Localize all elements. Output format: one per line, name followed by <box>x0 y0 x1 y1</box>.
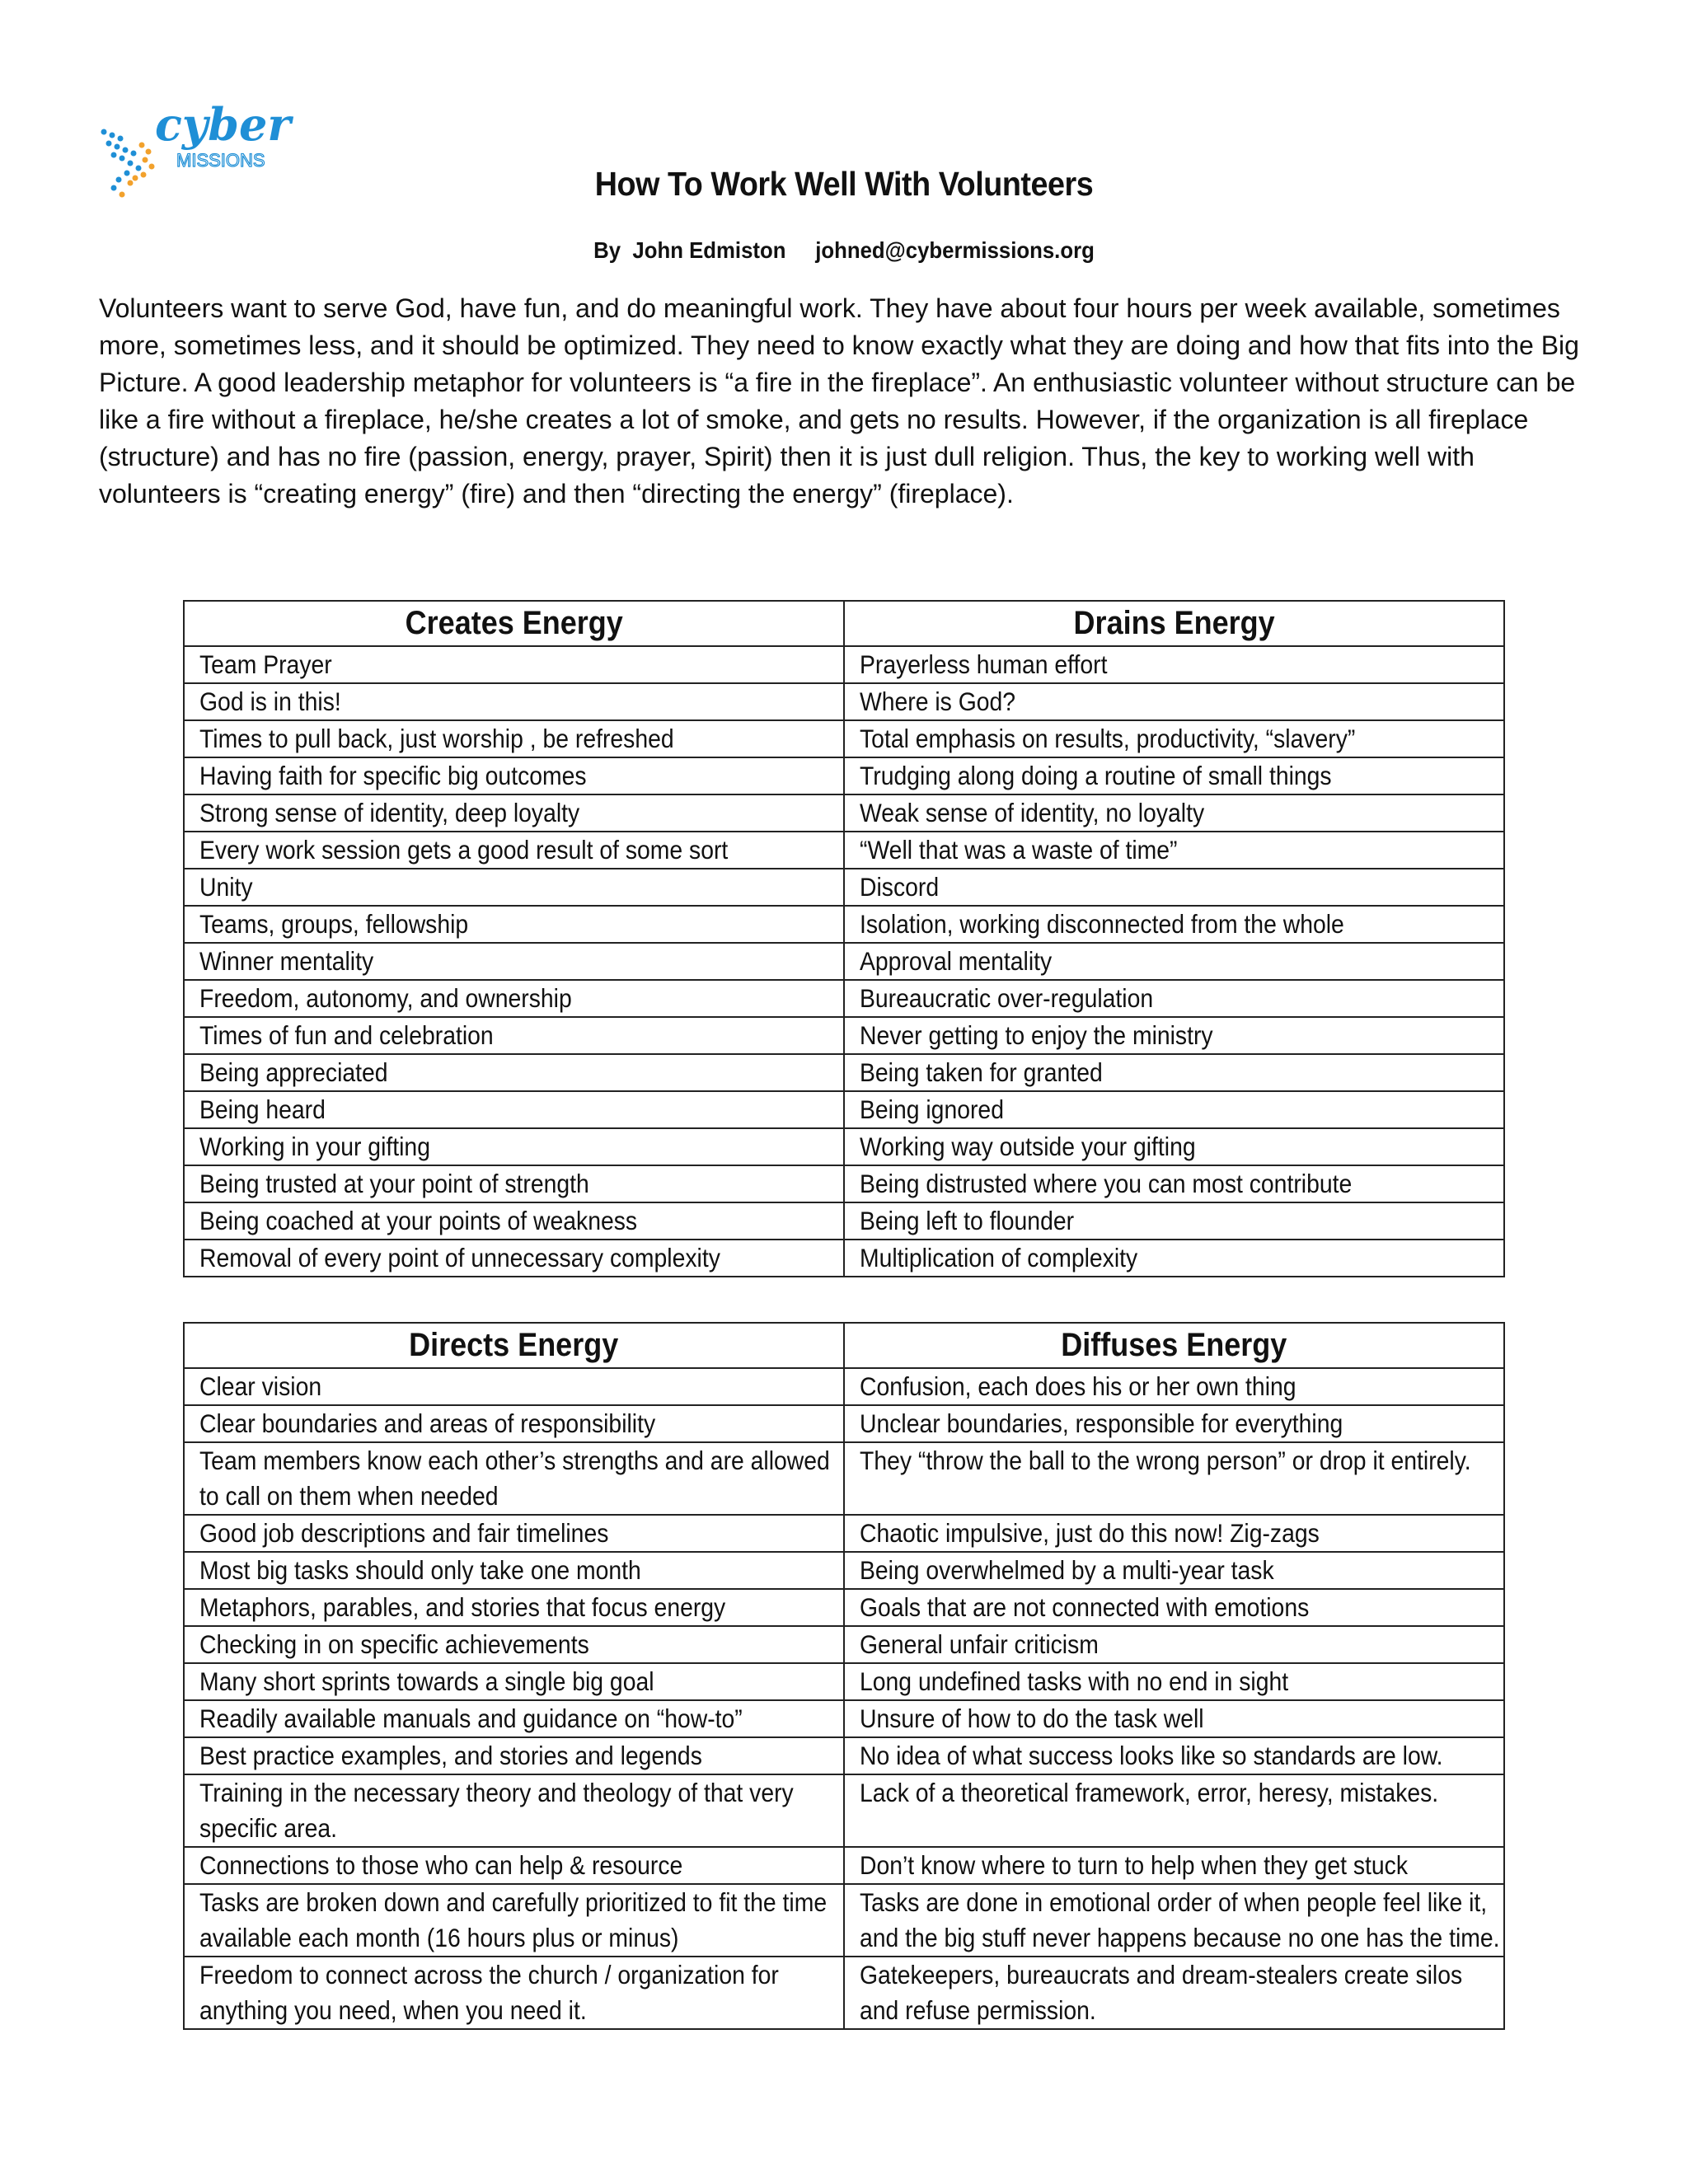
table-cell: Working in your gifting <box>184 1128 844 1165</box>
table-cell: Discord <box>844 869 1504 906</box>
table-cell: Strong sense of identity, deep loyalty <box>184 794 844 832</box>
table-row <box>184 1091 1504 1128</box>
table-cell: Being left to flounder <box>844 1202 1504 1240</box>
table-header-row <box>184 601 1504 646</box>
table-row <box>184 1165 1504 1202</box>
table-cell: Having faith for specific big outcomes <box>184 757 844 794</box>
table-cell: Teams, groups, fellowship <box>184 906 844 943</box>
table-row <box>184 1700 1504 1737</box>
table-cell: Total emphasis on results, productivity, “slavery” <box>844 720 1504 757</box>
table-row <box>184 1552 1504 1589</box>
table-row <box>184 832 1504 869</box>
table-cell: Best practice examples, and stories and legends <box>184 1737 844 1774</box>
table-cell: Being ignored <box>844 1091 1504 1128</box>
table-row <box>184 869 1504 906</box>
table-cell: “Well that was a waste of time” <box>844 832 1504 869</box>
table-cell: Winner mentality <box>184 943 844 980</box>
table-cell: Weak sense of identity, no loyalty <box>844 794 1504 832</box>
table-row <box>184 1884 1504 1957</box>
table-cell: Gatekeepers, bureaucrats and dream-stealers create silos and refuse permission. <box>844 1957 1504 2029</box>
table-cell: Being distrusted where you can most contribute <box>844 1165 1504 1202</box>
table-row <box>184 794 1504 832</box>
table-row <box>184 1626 1504 1663</box>
table-row <box>184 1515 1504 1552</box>
table-cell: Unsure of how to do the task well <box>844 1700 1504 1737</box>
table-row <box>184 1847 1504 1884</box>
table-cell: Times to pull back, just worship , be refreshed <box>184 720 844 757</box>
table-cell: Trudging along doing a routine of small things <box>844 757 1504 794</box>
table-cell: Being trusted at your point of strength <box>184 1165 844 1202</box>
table-row <box>184 980 1504 1017</box>
table-cell: Long undefined tasks with no end in sight <box>844 1663 1504 1700</box>
directs-diffuses-energy-table <box>183 1322 1505 2030</box>
table-row <box>184 757 1504 794</box>
table-cell: Most big tasks should only take one month <box>184 1552 844 1589</box>
table-cell: Bureaucratic over-regulation <box>844 980 1504 1017</box>
table-cell: Working way outside your gifting <box>844 1128 1504 1165</box>
column-header: Drains Energy <box>844 601 1504 646</box>
creates-drains-energy-table <box>183 600 1505 1277</box>
table-row <box>184 683 1504 720</box>
table-cell: Connections to those who can help & resource <box>184 1847 844 1884</box>
intro-paragraph: Volunteers want to serve God, have fun, and do meaningful work. They have about four hours per week available, sometimes more, sometimes less, and it should be optimized. They need to know exactly what they are doing and how that fits into the Big Picture. A good leadership metaphor for volunteers is “a fire in the fireplace”. An enthusiastic volunteer without structure can be like a fire without a fireplace, he/she creates a lot of smoke, and gets no results. However, if the organization is all fireplace (structure) and has no fire (passion, energy, prayer, Spirit) then it is just dull religion. Thus, the key to working well with volunteers is “creating energy” (fire) and then “directing the energy” (fireplace). <box>99 293 1579 509</box>
table-cell: Freedom to connect across the church / organization for anything you need, when you need it. <box>184 1957 844 2029</box>
table-cell: Isolation, working disconnected from the whole <box>844 906 1504 943</box>
table-row <box>184 1128 1504 1165</box>
table-cell: No idea of what success looks like so standards are low. <box>844 1737 1504 1774</box>
table-cell: Every work session gets a good result of some sort <box>184 832 844 869</box>
table-row <box>184 1957 1504 2029</box>
table-cell: Removal of every point of unnecessary complexity <box>184 1240 844 1277</box>
table-cell: Unity <box>184 869 844 906</box>
column-header: Creates Energy <box>184 601 844 646</box>
table-row <box>184 1663 1504 1700</box>
table-cell: Being overwhelmed by a multi-year task <box>844 1552 1504 1589</box>
table-header-row <box>184 1323 1504 1368</box>
table-cell: Unclear boundaries, responsible for everything <box>844 1405 1504 1442</box>
table-cell: Confusion, each does his or her own thing <box>844 1368 1504 1405</box>
table-cell: Clear boundaries and areas of responsibility <box>184 1405 844 1442</box>
table-cell: Being coached at your points of weakness <box>184 1202 844 1240</box>
table-cell: Chaotic impulsive, just do this now! Zig-zags <box>844 1515 1504 1552</box>
page-title: How To Work Well With Volunteers <box>594 165 1094 203</box>
table-row <box>184 1737 1504 1774</box>
table-cell: Where is God? <box>844 683 1504 720</box>
table-cell: They “throw the ball to the wrong person” or drop it entirely. <box>844 1442 1504 1515</box>
table-cell: Being taken for granted <box>844 1054 1504 1091</box>
table-row <box>184 1017 1504 1054</box>
table-cell: God is in this! <box>184 683 844 720</box>
table-cell: Many short sprints towards a single big goal <box>184 1663 844 1700</box>
table-row <box>184 1442 1504 1515</box>
table-cell: Checking in on specific achievements <box>184 1626 844 1663</box>
table-cell: Metaphors, parables, and stories that focus energy <box>184 1589 844 1626</box>
table-cell: Lack of a theoretical framework, error, heresy, mistakes. <box>844 1774 1504 1847</box>
table-cell: Clear vision <box>184 1368 844 1405</box>
table-row <box>184 906 1504 943</box>
table-row <box>184 720 1504 757</box>
table-cell: Times of fun and celebration <box>184 1017 844 1054</box>
table-cell: Approval mentality <box>844 943 1504 980</box>
table-cell: Being appreciated <box>184 1054 844 1091</box>
logo-text-top: cyber <box>155 98 291 151</box>
table-cell: Team Prayer <box>184 646 844 683</box>
column-header: Diffuses Energy <box>844 1323 1504 1368</box>
table-row <box>184 1054 1504 1091</box>
table-cell: Goals that are not connected with emotions <box>844 1589 1504 1626</box>
table-row <box>184 1405 1504 1442</box>
table-cell: Prayerless human effort <box>844 646 1504 683</box>
table-cell: Don’t know where to turn to help when they get stuck <box>844 1847 1504 1884</box>
table-cell: Training in the necessary theory and theology of that very specific area. <box>184 1774 844 1847</box>
table-row <box>184 1774 1504 1847</box>
byline: By John Edmiston johned@cybermissions.org <box>593 237 1095 263</box>
table-cell: Being heard <box>184 1091 844 1128</box>
logo-text-bottom: MISSIONS <box>176 150 265 171</box>
table-row <box>184 1240 1504 1277</box>
table-cell: Good job descriptions and fair timelines <box>184 1515 844 1552</box>
table-row <box>184 1202 1504 1240</box>
column-header: Directs Energy <box>184 1323 844 1368</box>
table-row <box>184 1368 1504 1405</box>
table-row <box>184 646 1504 683</box>
table-cell: Multiplication of complexity <box>844 1240 1504 1277</box>
table-row <box>184 943 1504 980</box>
table-cell: Freedom, autonomy, and ownership <box>184 980 844 1017</box>
table-cell: Readily available manuals and guidance on “how-to” <box>184 1700 844 1737</box>
table-cell: Never getting to enjoy the ministry <box>844 1017 1504 1054</box>
table-cell: Team members know each other’s strengths and are allowed to call on them when needed <box>184 1442 844 1515</box>
table-row <box>184 1589 1504 1626</box>
table-cell: General unfair criticism <box>844 1626 1504 1663</box>
table-cell: Tasks are broken down and carefully prioritized to fit the time available each month (16 hours plus or minus) <box>184 1884 844 1957</box>
table-cell: Tasks are done in emotional order of when people feel like it, and the big stuff never happens because no one has the time. <box>844 1884 1504 1957</box>
